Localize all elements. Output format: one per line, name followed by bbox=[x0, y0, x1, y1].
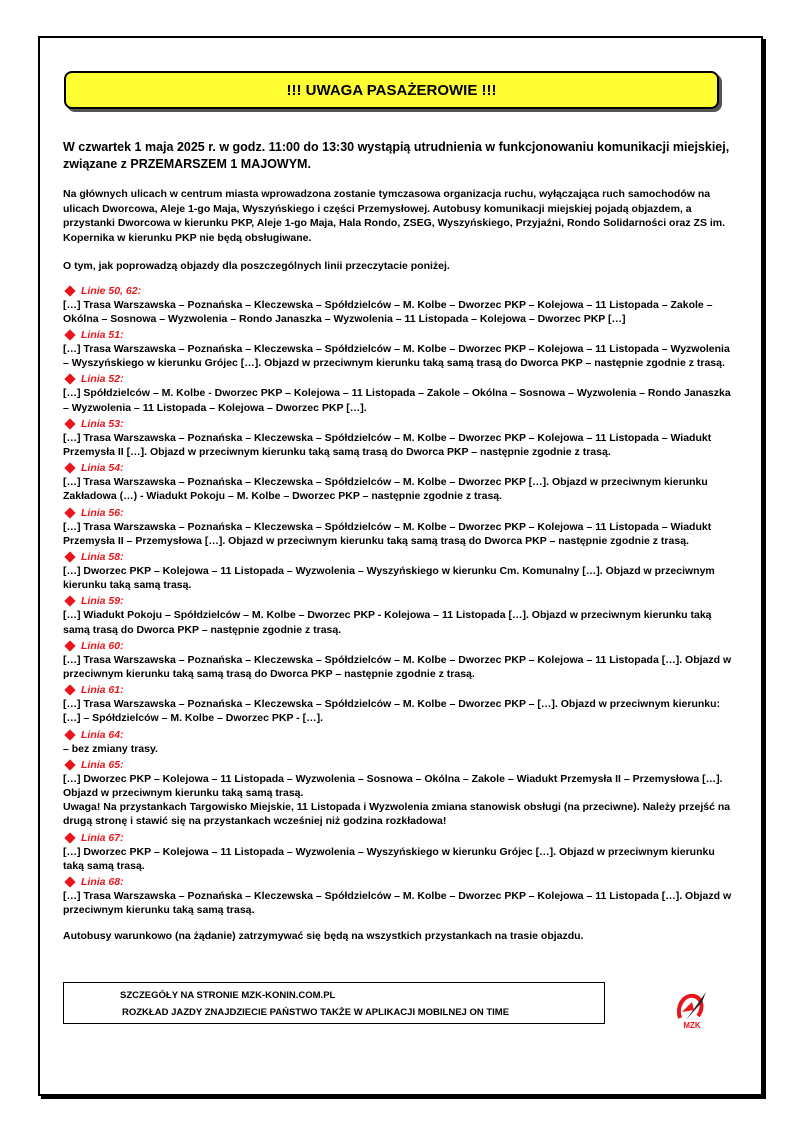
closing-text: Autobusy warunkowo (na żądanie) zatrzymywać się będą na wszystkich przystankach na trasie objazdu. bbox=[63, 930, 584, 943]
warning-banner bbox=[64, 71, 719, 109]
line-route: […] Dworzec PKP – Kolejowa – 11 Listopada – Wyzwolenia – Wyszyńskiego w kierunku Grójec […]. Objazd w przeciwnym kierunku taką samą trasą. bbox=[63, 845, 715, 872]
mzk-logo-icon bbox=[672, 988, 712, 1032]
line-heading bbox=[63, 506, 736, 520]
diamond-bullet-icon bbox=[64, 876, 75, 887]
detail-paragraph: Na głównych ulicach w centrum miasta wprowadzona zostanie tymczasowa organizacja ruchu, wyłączająca ruch samochodów na ulicach Dworcowa, Aleje 1-go Maja, Wyszyńskiego i części Przemysłowej. Autobusy komunikacji miejskiej pojadą objazdem, a przystanki Dworcowa w kierunku PKP, Aleje 1-go Maja, Hala Rondo, ZSEG, Wyszyńskiego, Przyjaźni, Rondo Solidarności oraz ZS im. Kopernika w kierunku PKP nie będą obsługiwane. bbox=[63, 188, 726, 244]
diamond-bullet-icon bbox=[64, 329, 75, 340]
line-label: Linia 67: bbox=[81, 831, 124, 844]
line-label: Linia 61: bbox=[81, 684, 124, 697]
line-label: Linia 58: bbox=[81, 550, 124, 563]
line-heading bbox=[63, 372, 736, 386]
diamond-bullet-icon bbox=[64, 640, 75, 651]
diamond-bullet-icon bbox=[64, 832, 75, 843]
info-app: ROZKŁAD JAZDY ZNAJDZIECIE PAŃSTWO TAKŻE W APLIKACJI MOBILNEJ ON TIME bbox=[122, 1007, 510, 1018]
diamond-bullet-icon bbox=[64, 418, 75, 429]
diamond-bullet-icon bbox=[64, 374, 75, 385]
line-heading bbox=[63, 417, 736, 431]
line-route: […] Trasa Warszawska – Poznańska – Kleczewska – Spółdzielców – M. Kolbe – Dworzec PKP – Kolejowa – 11 Listopada – Zakole – Okólna – Sosnowa – Wyzwolenia – Rondo Janaszka – Wyzwolenia – 11 Listopada – Kolejowa – Dworzec PKP […] bbox=[63, 298, 713, 325]
diamond-bullet-icon bbox=[64, 462, 75, 473]
line-label: Linia 52: bbox=[81, 373, 124, 386]
line-heading bbox=[63, 831, 736, 845]
line-heading bbox=[63, 594, 736, 608]
line-route: […] Dworzec PKP – Kolejowa – 11 Listopada – Wyzwolenia – Sosnowa – Okólna – Zakole – Wiadukt Przemysła II – Przemysłowa […]. Objazd w przeciwnym kierunku taką samą trasą. Uwaga! Na przystankach Targowisko Miejskie, 11 Listopada i Wyzwolenia zmiana stanowisk obsługi (na przeciwne). Należy przejść na drugą stronę i stawić się na przystankach wcześniej niż godzina rozkładowa! bbox=[63, 772, 731, 828]
banner-title: !!! UWAGA PASAŻEROWIE !!! bbox=[286, 81, 497, 99]
line-label: Linia 53: bbox=[81, 417, 124, 430]
line-label: Linia 65: bbox=[81, 758, 124, 771]
line-heading bbox=[63, 758, 736, 772]
line-heading bbox=[63, 550, 736, 564]
line-label: Linia 68: bbox=[81, 875, 124, 888]
diamond-bullet-icon bbox=[64, 729, 75, 740]
line-heading bbox=[63, 728, 736, 742]
line-route: […] Dworzec PKP – Kolejowa – 11 Listopada – Wyzwolenia – Wyszyńskiego w kierunku Cm. Komunalny […]. Objazd w przeciwnym kierunku taką samą trasą. bbox=[63, 564, 715, 592]
diamond-bullet-icon bbox=[64, 507, 75, 518]
line-route: […] Trasa Warszawska – Poznańska – Kleczewska – Spółdzielców – M. Kolbe – Dworzec PKP – Kolejowa – 11 Listopada […]. Objazd w przeciwnym kierunku taką samą trasą. bbox=[63, 889, 732, 917]
line-label: Linia 59: bbox=[81, 595, 124, 608]
line-label: Linie 50, 62: bbox=[81, 284, 142, 297]
line-heading bbox=[63, 284, 736, 298]
line-list bbox=[63, 284, 736, 918]
line-label: Linia 60: bbox=[81, 639, 124, 652]
line-route: […] Trasa Warszawska – Poznańska – Kleczewska – Spółdzielców – M. Kolbe – Dworzec PKP – […]. Objazd w przeciwnym kierunku: […] – Spółdzielców – M. Kolbe – Dworzec PKP - […]. bbox=[63, 698, 721, 725]
diamond-bullet-icon bbox=[64, 684, 75, 695]
line-route: […] Trasa Warszawska – Poznańska – Kleczewska – Spółdzielców – M. Kolbe – Dworzec PKP – Kolejowa – 11 Listopada […]. Objazd w przeciwnym kierunku taką samą trasą do Dworca PKP – następnie zgodnie z trasą. bbox=[63, 653, 732, 680]
diamond-bullet-icon bbox=[64, 596, 75, 607]
line-route: […] Trasa Warszawska – Poznańska – Kleczewska – Spółdzielców – M. Kolbe – Dworzec PKP – Kolejowa – 11 Listopada – Wyzwolenia – Wyszyńskiego w kierunku Grójec […]. Objazd w przeciwnym kierunku taką samą trasą do Dworca PKP – następnie zgodnie z trasą. bbox=[63, 342, 730, 370]
lead-text: O tym, jak poprowadzą objazdy dla poszczególnych linii przeczytacie poniżej. bbox=[63, 260, 450, 272]
info-box bbox=[63, 982, 605, 1024]
line-label: Linia 54: bbox=[81, 462, 124, 475]
diamond-bullet-icon bbox=[64, 285, 75, 296]
line-label: Linia 56: bbox=[81, 506, 124, 519]
line-heading bbox=[63, 639, 736, 653]
line-label: Linia 64: bbox=[81, 728, 124, 741]
line-route: […] Spółdzielców – M. Kolbe - Dworzec PKP – Kolejowa – 11 Listopada – Zakole – Okólna – Sosnowa – Wyzwolenia – Rondo Janaszka – Wyzwolenia – 11 Listopada – Kolejowa – Dworzec PKP […]. bbox=[63, 387, 731, 414]
diamond-bullet-icon bbox=[64, 759, 75, 770]
info-website: SZCZEGÓŁY NA STRONIE MZK-KONIN.COM.PL bbox=[120, 990, 336, 1001]
line-heading bbox=[63, 875, 736, 889]
line-heading bbox=[63, 461, 736, 475]
line-route: – bez zmiany trasy. bbox=[63, 742, 158, 755]
logo-text: MZK bbox=[683, 1021, 701, 1030]
notice-content bbox=[63, 139, 736, 954]
line-label: Linia 51: bbox=[81, 328, 124, 341]
line-heading bbox=[63, 683, 736, 697]
intro-text: W czwartek 1 maja 2025 r. w godz. 11:00 do 13:30 wystąpią utrudnienia w funkcjonowaniu komunikacji miejskiej, związane z PRZEMARSZEM 1 MAJOWYM. bbox=[63, 140, 730, 171]
diamond-bullet-icon bbox=[64, 551, 75, 562]
line-heading bbox=[63, 328, 736, 342]
line-route: […] Wiadukt Pokoju – Spółdzielców – M. Kolbe – Dworzec PKP - Kolejowa – 11 Listopada […]. Objazd w przeciwnym kierunku taką samą trasą do Dworca PKP – następnie zgodnie z trasą. bbox=[63, 609, 712, 636]
line-route: […] Trasa Warszawska – Poznańska – Kleczewska – Spółdzielców – M. Kolbe – Dworzec PKP – Kolejowa – 11 Listopada – Wiadukt Przemysła II – Przemysłowa […]. Objazd w przeciwnym kierunku taką samą trasą do Dworca PKP – następnie zgodnie z trasą. bbox=[63, 520, 712, 547]
line-route: […] Trasa Warszawska – Poznańska – Kleczewska – Spółdzielców – M. Kolbe – Dworzec PKP […]. Objazd w przeciwnym kierunku Zakładowa (…) - Wiadukt Pokoju – M. Kolbe – Dworzec PKP – następnie zgodnie z trasą. bbox=[63, 476, 708, 503]
line-route: […] Trasa Warszawska – Poznańska – Kleczewska – Spółdzielców – M. Kolbe – Dworzec PKP – Kolejowa – 11 Listopada – Wiadukt Przemysła II […]. Objazd w przeciwnym kierunku taką samą trasą do Dworca PKP – następnie zgodnie z trasą. bbox=[63, 431, 712, 458]
